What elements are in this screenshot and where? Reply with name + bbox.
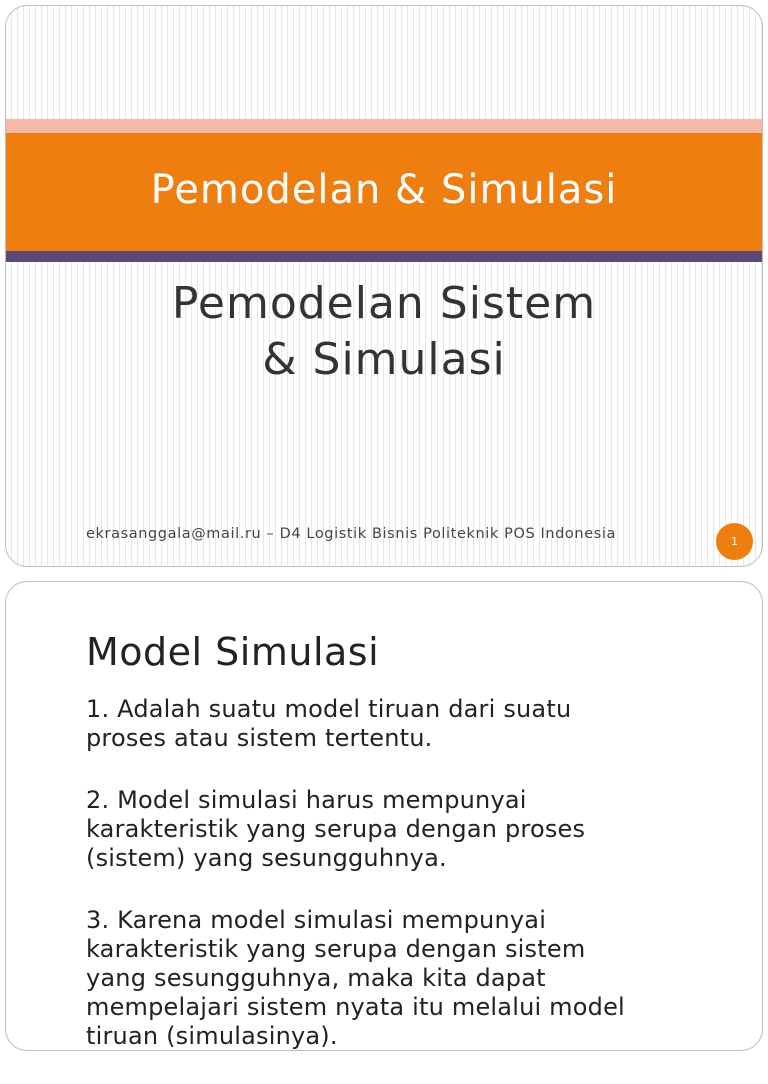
slide-subtitle bbox=[6, 276, 762, 388]
point-line: proses atau sistem tertentu. bbox=[86, 724, 433, 752]
point-line: 1. Adalah suatu model tiruan dari suatu bbox=[86, 695, 572, 723]
slide-heading: Model Simulasi bbox=[86, 630, 380, 674]
list-item bbox=[86, 786, 736, 873]
point-line: (sistem) yang sesungguhnya. bbox=[86, 844, 447, 872]
deck-title: Pemodelan & Simulasi bbox=[150, 167, 618, 213]
point-list bbox=[86, 695, 736, 1084]
point-line: karakteristik yang serupa dengan sistem bbox=[86, 935, 586, 963]
content-slide bbox=[5, 581, 763, 1051]
point-line: tiruan (simulasinya). bbox=[86, 1022, 338, 1050]
slide-footer: ekrasanggala@mail.ru – D4 Logistik Bisnis Politeknik POS Indonesia bbox=[86, 526, 616, 542]
accent-strip-top bbox=[6, 119, 762, 133]
point-line: yang sesungguhnya, maka kita dapat bbox=[86, 964, 546, 992]
point-line: karakteristik yang serupa dengan proses bbox=[86, 815, 586, 843]
subtitle-line: & Simulasi bbox=[262, 334, 506, 385]
page-number-badge: 1 bbox=[716, 523, 753, 560]
title-band bbox=[6, 133, 762, 251]
point-line: 3. Karena model simulasi mempunyai bbox=[86, 906, 547, 934]
accent-strip-bottom bbox=[6, 251, 762, 262]
point-line: 2. Model simulasi harus mempunyai bbox=[86, 786, 527, 814]
point-line: mempelajari sistem nyata itu melalui model bbox=[86, 993, 625, 1021]
title-slide bbox=[5, 5, 763, 567]
list-item bbox=[86, 906, 736, 1051]
subtitle-line: Pemodelan Sistem bbox=[171, 278, 597, 329]
list-item bbox=[86, 695, 736, 753]
